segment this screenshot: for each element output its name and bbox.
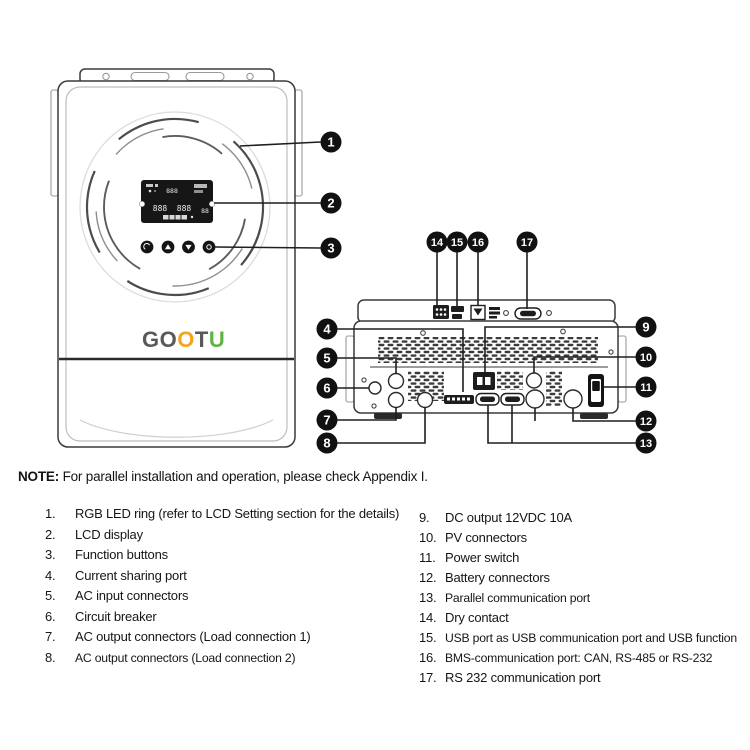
svg-text:888: 888 [152,204,168,213]
lid-screw-left [504,311,509,316]
legend-item: 9. DC output 12VDC 10A [419,510,572,525]
callout-12 [636,411,657,432]
parallel-comm-port-2 [501,394,524,406]
callout-13 [636,433,657,454]
legend-item: 11. Power switch [419,550,520,565]
parallel-comm-port-1 [476,394,499,406]
enter-button [203,241,216,254]
legend-item: 2. LCD display [45,526,143,542]
legend-item: 3. Function buttons [45,547,168,562]
rs232-port [515,308,541,319]
svg-text:5: 5 [323,350,331,366]
legend-item: 7. AC output connectors (Load connection 1) [45,629,311,644]
svg-text:15: 15 [450,237,464,249]
legend-left-column [45,504,399,668]
legend-item: 17. RS 232 communication port [419,670,601,685]
callout-7 [317,410,338,431]
panel-screw [561,329,566,334]
svg-text:1: 1 [327,134,335,150]
legend-item: 8. AC output connectors (Load connection 2) [45,649,296,665]
ac-output-connector-2 [418,393,433,408]
svg-text:888: 888 [166,187,178,195]
callout-10 [636,347,657,368]
power-switch [588,374,604,407]
panel-screw [372,404,376,408]
left-fin [51,90,58,196]
gootu-logo: GOOTU [142,327,226,352]
svg-text:4: 4 [323,321,331,337]
callout-9 [636,317,657,338]
callout-2 [321,193,342,214]
callout-4 [317,319,338,340]
back-panel-view [346,300,626,419]
esc-button [141,241,154,254]
legend-item: 1. RGB LED ring (refer to LCD Setting section for the details) [45,506,400,521]
callout-5 [317,348,338,369]
callout-6 [317,378,338,399]
svg-text:7: 7 [323,412,331,428]
legend-item: 16. BMS-communication port: CAN, RS-485 or RS-232 [419,650,713,665]
svg-text:12: 12 [639,416,653,428]
back-left-bracket [346,336,354,402]
lcd-right-bullet [209,201,214,206]
battery-connector-2 [564,390,582,408]
bms-port [471,306,485,320]
panel-screw [421,331,426,336]
dc-output-terminal [473,372,495,390]
front-view [51,69,302,447]
callout-14 [427,232,448,253]
legend-item: 14. Dry contact [419,610,509,625]
callout-11 [636,377,657,398]
lcd-left-bullet [139,201,144,206]
pv-connector [527,373,542,388]
svg-text:2: 2 [327,195,335,211]
ac-output-connector-1 [389,393,404,408]
callout-1 [321,132,342,153]
vent-grid [378,337,598,363]
foot [580,413,608,419]
legend-right-column [419,508,737,688]
legend-item: 4. Current sharing port [45,567,187,583]
svg-text:3: 3 [327,240,335,256]
vent-patch [497,371,523,390]
svg-text:88: 88 [201,207,209,215]
callout-17 [517,232,538,253]
svg-text:16: 16 [471,237,485,249]
vent-patch [546,371,562,406]
note-label: NOTE: [18,469,59,484]
leader-line-3 [215,247,321,248]
svg-text:8: 8 [323,435,331,451]
back-right-bracket [618,336,626,402]
lid-screw-right [547,311,552,316]
battery-connector-1 [526,390,544,408]
svg-text:17: 17 [520,237,534,249]
callout-16 [468,232,489,253]
callout-3 [321,238,342,259]
current-sharing-port [444,395,474,404]
panel-screw [609,350,613,354]
svg-text:11: 11 [640,382,652,394]
dry-contact-port [433,305,449,319]
circuit-breaker [369,382,381,394]
lcd-display [139,180,214,223]
legend-item: 13. Parallel communication port [419,590,590,605]
callout-15 [447,232,468,253]
legend-item: 5. AC input connectors [45,588,189,603]
foot [374,413,402,419]
note-line [18,469,578,484]
legend-item: 10. PV connectors [419,530,527,545]
back-lid [358,300,615,323]
svg-text:10: 10 [639,352,653,364]
svg-text:6: 6 [323,380,331,396]
callout-8 [317,433,338,454]
note-text: For parallel installation and operation, please check Appendix I. [62,469,428,484]
svg-text:888: 888 [176,204,192,213]
svg-text:13: 13 [639,438,653,450]
legend-item: 6. Circuit breaker [45,608,157,624]
legend-item: 15. USB port as USB communication port and USB function [419,630,737,645]
panel-screw [362,378,366,382]
ac-input-connector [389,374,404,389]
legend-item: 12. Battery connectors [419,570,550,585]
svg-text:14: 14 [430,237,444,249]
svg-text:9: 9 [642,319,650,335]
